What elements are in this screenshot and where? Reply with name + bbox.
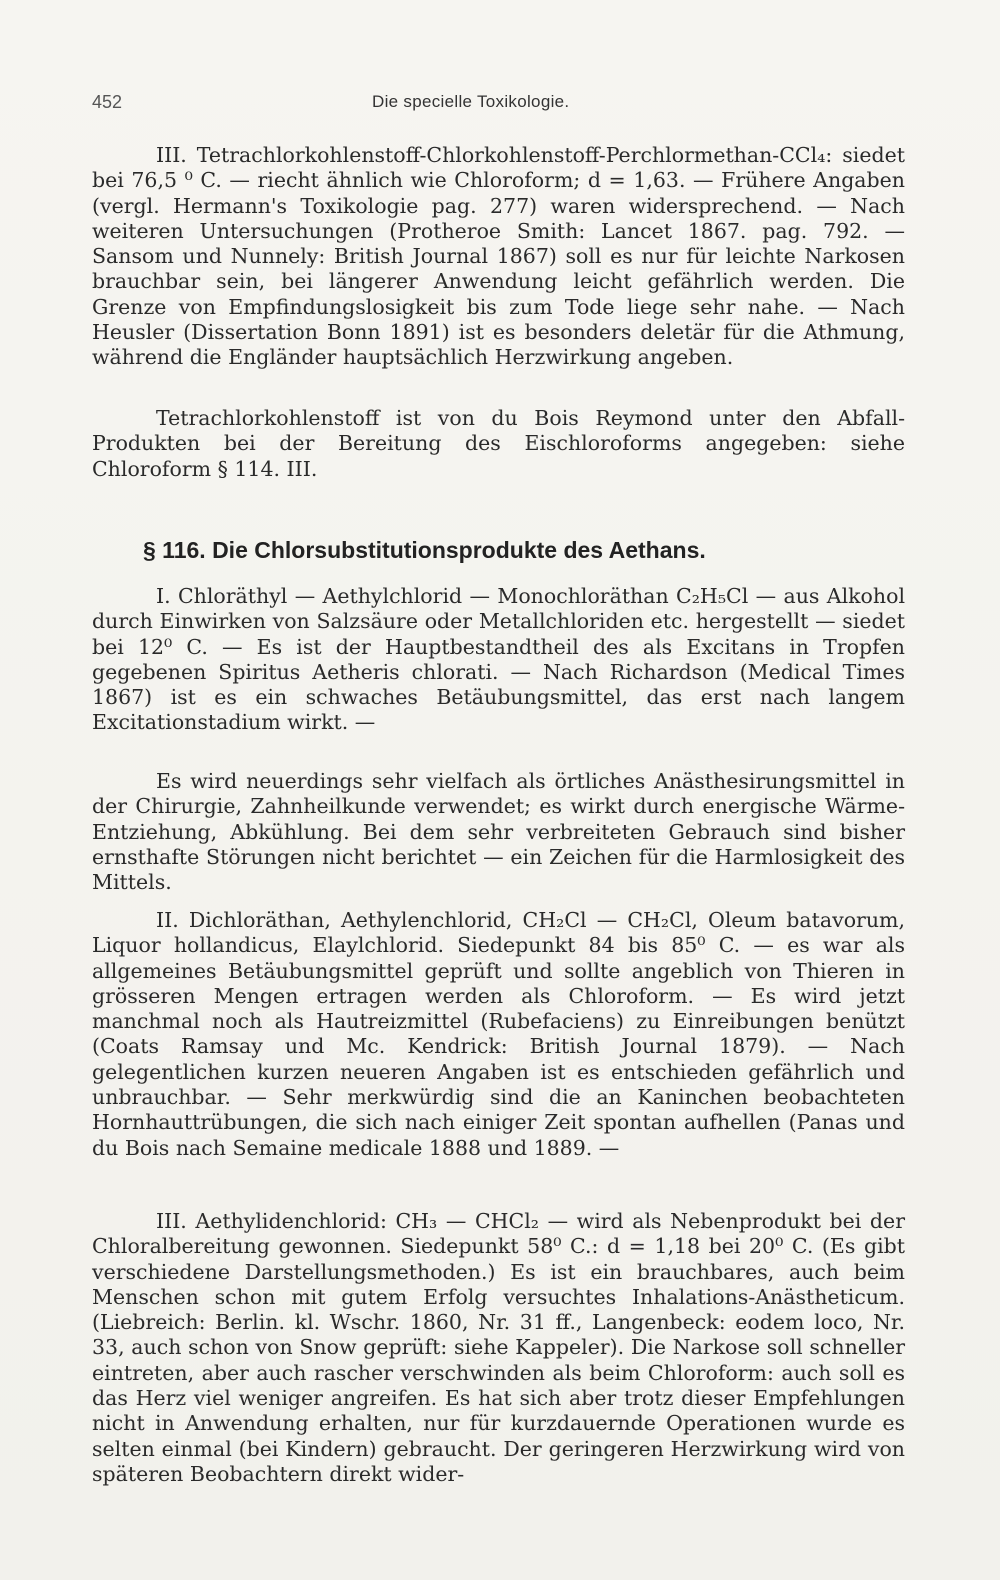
paragraph-aethylidenchlorid bbox=[92, 1209, 905, 1487]
paragraph-dichloraethan bbox=[92, 908, 905, 1161]
section-heading: § 116. Die Chlorsubstitutionsprodukte des Aethans. bbox=[143, 537, 706, 563]
paragraph-chloraethyl bbox=[92, 584, 905, 736]
page-header bbox=[92, 92, 905, 116]
running-title: Die specielle Toxikologie. bbox=[372, 92, 570, 111]
paragraph-text: III. Aethylidenchlorid: CH₃ — CHCl₂ — wird als Nebenprodukt bei der Chloralbereitung gewonnen. Siedepunkt 58⁰ C.: d = 1,18 bei 20⁰ C. (Es gibt verschiedene Darstellungsmethoden.) Es ist ein brauchbares, auch beim Menschen schon mit gutem Erfolg versuchtes Inhalations-Anästheticum. (Liebreich: Berlin. kl. Wschr. 1860, Nr. 31 ff., Langenbeck: eodem loco, Nr. 33, auch schon von Snow geprüft: siehe Kappeler). Die Narkose soll schneller eintreten, aber auch rascher verschwinden als beim Chloroform: auch soll es das Herz viel weniger angreifen. Es hat sich aber trotz dieser Empfehlungen nicht in Anwendung erhalten, nur für kurzdauernde Operationen wurde es selten einmal (bei Kindern) gebraucht. Der geringeren Herzwirkung wird von späteren Beobachtern direkt wider- bbox=[92, 1209, 905, 1486]
page-number: 452 bbox=[92, 92, 123, 112]
paragraph-text: Tetrachlorkohlenstoff ist von du Bois Reymond unter den Abfall-Produkten bei der Bereitung des Eischloroforms angegeben: siehe Chloroform § 114. III. bbox=[92, 406, 905, 481]
paragraph-abfall-produkte bbox=[92, 406, 905, 482]
paragraph-anaesthesirungsmittel bbox=[92, 769, 905, 895]
paragraph-text: II. Dichloräthan, Aethylenchlorid, CH₂Cl — CH₂Cl, Oleum batavorum, Liquor hollandicus, Elaylchlorid. Siedepunkt 84 bis 85⁰ C. — es war als allgemeines Betäubungsmittel geprüft und sollte angeblich von Thieren in grösseren Mengen ertragen werden als Chloroform. — Es wird jetzt manchmal noch als Hautreizmittel (Rubefaciens) zu Einreibungen benützt (Coats Ramsay und Mc. Kendrick: British Journal 1879). — Nach gelegentlichen kurzen neueren Angaben ist es entschieden gefährlich und unbrauchbar. — Sehr merkwürdig sind die an Kaninchen beobachteten Hornhauttrübungen, die sich nach einiger Zeit spontan aufhellen (Panas und du Bois nach Semaine medicale 1888 und 1889. — bbox=[92, 908, 905, 1160]
paragraph-text: I. Chloräthyl — Aethylchlorid — Monochloräthan C₂H₅Cl — aus Alkohol durch Einwirken von Salzsäure oder Metallchloriden etc. hergestellt — siedet bei 12⁰ C. — Es ist der Hauptbestandtheil des als Excitans in Tropfen gegebenen Spiritus Aetheris chlorati. — Nach Richardson (Medical Times 1867) ist es ein schwaches Betäubungsmittel, das erst nach langem Excitationstadium wirkt. — bbox=[92, 584, 905, 735]
paragraph-tetrachlorkohlenstoff bbox=[92, 143, 905, 371]
paragraph-text: III. Tetrachlorkohlenstoff-Chlorkohlenstoff-Perchlormethan-CCl₄: siedet bei 76,5 ⁰ C. — riecht ähnlich wie Chloroform; d = 1,63. — Frühere Angaben (vergl. Hermann's Toxikologie pag. 277) waren widersprechend. — Nach weiteren Untersuchungen (Protheroe Smith: Lancet 1867. pag. 792. — Sansom und Nunnely: British Journal 1867) soll es nur für leichte Narkosen brauchbar sein, bei längerer Anwendung leicht gefährlich werden. Die Grenze von Empfindungslosigkeit bis zum Tode liege sehr nahe. — Nach Heusler (Dissertation Bonn 1891) ist es besonders deletär für die Athmung, während die Engländer hauptsächlich Herzwirkung angeben. bbox=[92, 143, 905, 370]
paragraph-text: Es wird neuerdings sehr vielfach als örtliches Anästhesirungsmittel in der Chirurgie, Zahnheilkunde verwendet; es wirkt durch energische Wärme-Entziehung, Abkühlung. Bei dem sehr verbreiteten Gebrauch sind bisher ernsthafte Störungen nicht berichtet — ein Zeichen für die Harmlosigkeit des Mittels. bbox=[92, 769, 905, 895]
